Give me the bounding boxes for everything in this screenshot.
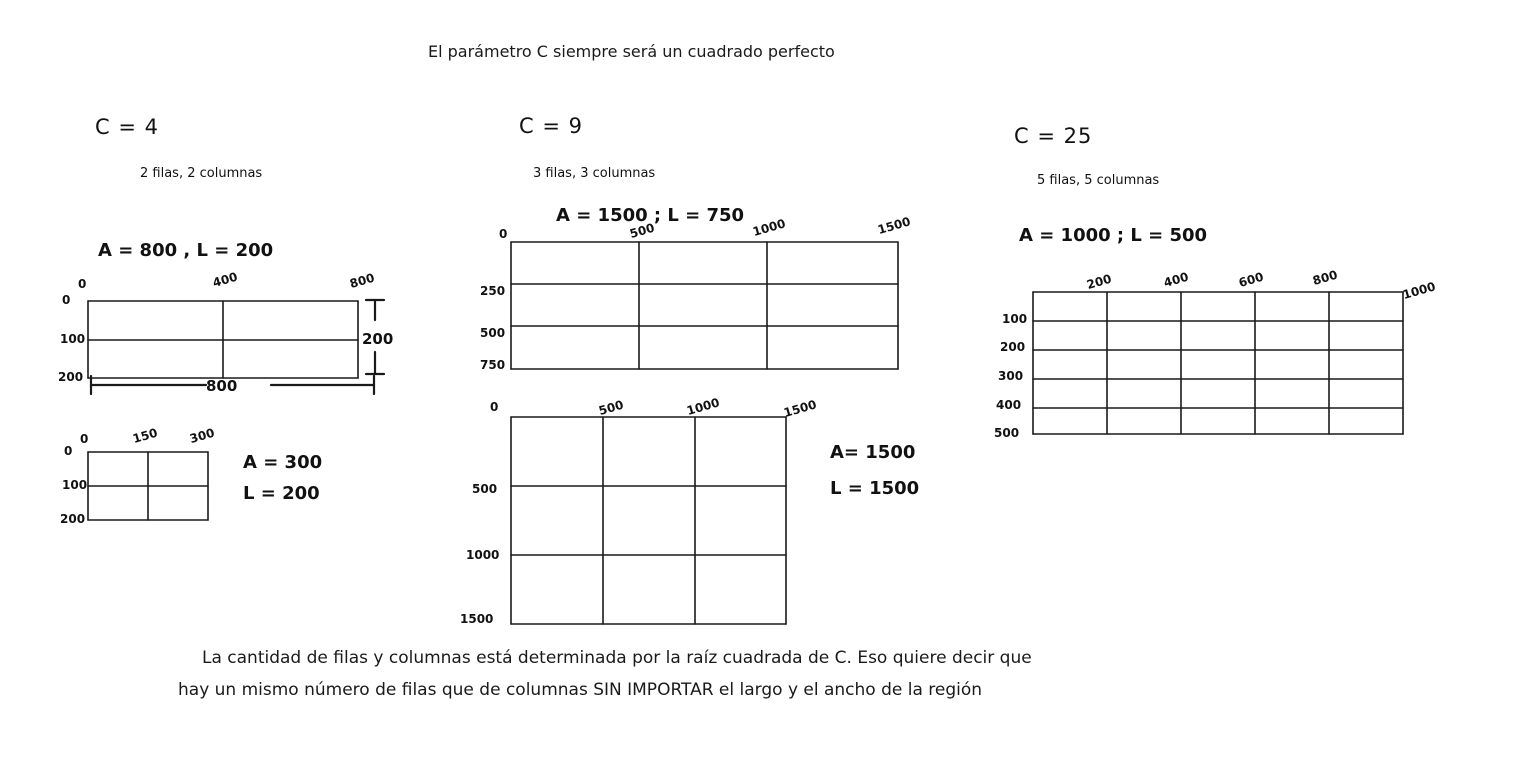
xtick-c25-a-2: 600 — [1237, 269, 1266, 290]
xtick-c25-a-1: 400 — [1162, 269, 1191, 290]
grid-c4-b — [86, 448, 226, 528]
ytick-c9-a-3: 750 — [480, 358, 506, 372]
ytick-c4-a-2: 200 — [58, 370, 84, 384]
xtick-c4-b-1: 150 — [131, 425, 160, 446]
annotation-c4-a-width: 800 — [206, 377, 238, 395]
xtick-c9-b-1: 500 — [597, 397, 626, 418]
xtick-c25-a-4: 1000 — [1401, 279, 1438, 302]
dims-c25-a: A = 1000 ; L = 500 — [1019, 225, 1208, 246]
xtick-c9-b-3: 1500 — [782, 397, 819, 420]
ytick-c4-a-1: 100 — [60, 332, 86, 346]
footer-line-2: hay un mismo número de filas que de columnas SIN IMPORTAR el largo y el ancho de la región — [178, 680, 983, 700]
xtick-c4-b-0: 0 — [80, 432, 89, 446]
ytick-c9-a-2: 500 — [480, 326, 506, 340]
grid-c9-b — [508, 413, 798, 628]
xtick-c9-b-2: 1000 — [685, 395, 722, 418]
case-sub-c9: 3 filas, 3 columnas — [533, 166, 656, 181]
dims-c4-b-line2: L = 200 — [243, 483, 320, 504]
ytick-c25-a-2: 300 — [998, 369, 1024, 383]
case-label-c25: C = 25 — [1014, 124, 1093, 148]
ytick-c9-b-2: 1000 — [466, 548, 500, 562]
dims-c9-b-line1: A= 1500 — [830, 442, 916, 463]
xtick-c4-a-0: 0 — [78, 277, 87, 291]
xtick-c9-b-0: 0 — [490, 400, 499, 414]
case-sub-c4: 2 filas, 2 columnas — [140, 166, 263, 181]
ytick-c25-a-4: 500 — [994, 426, 1020, 440]
xtick-c9-a-3: 1500 — [876, 214, 913, 237]
ytick-c25-a-3: 400 — [996, 398, 1022, 412]
xtick-c4-b-2: 300 — [188, 425, 217, 446]
ytick-c25-a-1: 200 — [1000, 340, 1026, 354]
xtick-c4-a-2: 800 — [348, 270, 377, 291]
xtick-c9-a-0: 0 — [499, 227, 508, 241]
dims-c4-a: A = 800 , L = 200 — [98, 240, 274, 261]
case-label-c4: C = 4 — [95, 115, 159, 139]
ytick-c4-a-0: 0 — [62, 293, 71, 307]
ytick-c4-b-0: 0 — [64, 444, 73, 458]
grid-c25-a — [1030, 288, 1415, 438]
annotation-c4-a-height: 200 — [362, 330, 394, 348]
xtick-c25-a-0: 200 — [1085, 271, 1114, 292]
xtick-c25-a-3: 800 — [1311, 267, 1340, 288]
footer-line-1: La cantidad de filas y columnas está determinada por la raíz cuadrada de C. Eso quiere decir que — [202, 648, 1032, 668]
case-label-c9: C = 9 — [519, 114, 583, 138]
ytick-c9-a-1: 250 — [480, 284, 506, 298]
dims-c4-b-line1: A = 300 — [243, 452, 323, 473]
xtick-c4-a-1: 400 — [211, 269, 240, 290]
xtick-c9-a-2: 1000 — [751, 216, 788, 239]
ytick-c25-a-0: 100 — [1002, 312, 1028, 326]
dims-c9-b-line2: L = 1500 — [830, 478, 920, 499]
page-title: El parámetro C siempre será un cuadrado perfecto — [428, 42, 835, 61]
grid-c9-a — [508, 238, 908, 378]
ytick-c4-b-2: 200 — [60, 512, 86, 526]
ytick-c9-b-3: 1500 — [460, 612, 494, 626]
case-sub-c25: 5 filas, 5 columnas — [1037, 173, 1160, 188]
ytick-c4-b-1: 100 — [62, 478, 88, 492]
xtick-c9-a-1: 500 — [628, 220, 657, 241]
dims-c9-a: A = 1500 ; L = 750 — [556, 205, 745, 226]
ytick-c9-b-1: 500 — [472, 482, 498, 496]
